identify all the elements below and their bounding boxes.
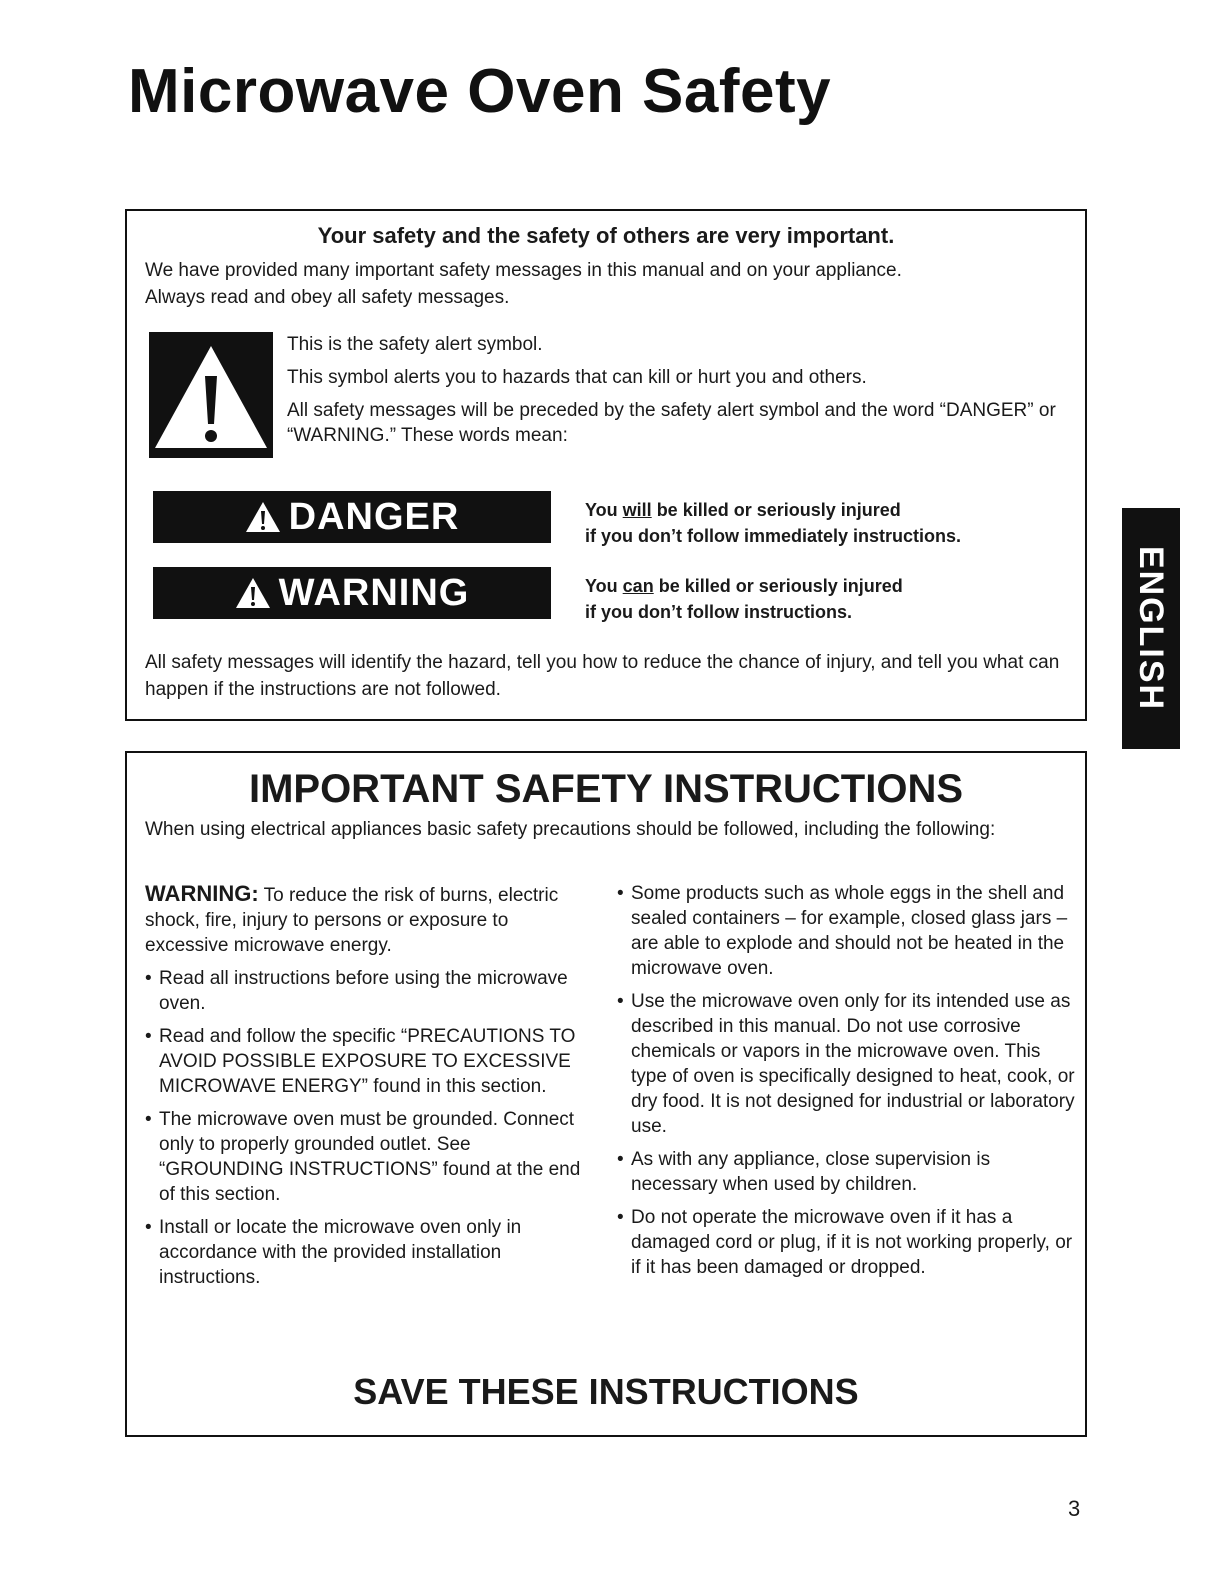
list-item: • Use the microwave oven only for its intended use as described in this manual. Do not use corrosive chemicals or vapors in the microwave oven. This type of oven is specifically designed to heat, cook, or dry food. It is not designed for industrial or laboratory use. bbox=[617, 989, 1077, 1139]
safety-intro-line-2: Always read and obey all safety messages. bbox=[145, 287, 510, 308]
danger-label: DANGER bbox=[288, 495, 460, 538]
instructions-left-column bbox=[145, 881, 595, 1298]
page-title: Microwave Oven Safety bbox=[128, 57, 832, 126]
warning-label: WARNING bbox=[278, 571, 470, 614]
warning-meaning bbox=[585, 573, 1065, 625]
safety-intro bbox=[145, 257, 1045, 311]
page-number: 3 bbox=[1068, 1496, 1081, 1521]
language-tab bbox=[1122, 508, 1180, 749]
warning-statement bbox=[145, 881, 595, 958]
warning-line-2: if you don’t follow instructions. bbox=[585, 602, 852, 622]
alert-triangle-icon bbox=[245, 501, 281, 533]
safety-intro-line-1: We have provided many important safety messages in this manual and on your appliance. bbox=[145, 260, 902, 281]
warning-word: WARNING: bbox=[145, 881, 259, 906]
alert-symbol-explanation bbox=[287, 332, 1067, 456]
instructions-intro: When using electrical appliances basic safety precautions should be followed, including the following: bbox=[145, 819, 996, 840]
danger-line-1 bbox=[585, 497, 1065, 523]
warning-text: be killed or seriously injured bbox=[653, 576, 903, 596]
alert-line: All safety messages will be preceded by the safety alert symbol and the word “DANGER” or “WARNING.” These words mean: bbox=[287, 400, 1056, 446]
alert-triangle-icon bbox=[235, 577, 271, 609]
warning-statement-text: To reduce the risk of burns, electric shock, fire, injury to persons or exposure to excessive microwave energy. bbox=[145, 885, 559, 956]
danger-banner bbox=[153, 491, 551, 543]
warning-banner bbox=[153, 567, 551, 619]
danger-text: You bbox=[585, 500, 623, 520]
alert-line: This symbol alerts you to hazards that can kill or hurt you and others. bbox=[287, 367, 867, 388]
list-item: • The microwave oven must be grounded. Connect only to properly grounded outlet. See “GROUNDING INSTRUCTIONS” found at the end of this section. bbox=[145, 1107, 595, 1207]
list-item: • As with any appliance, close supervision is necessary when used by children. bbox=[617, 1147, 1077, 1197]
danger-text: be killed or seriously injured bbox=[651, 500, 901, 520]
left-instruction-list bbox=[145, 966, 595, 1290]
safety-heading: Your safety and the safety of others are very important. bbox=[317, 223, 895, 248]
safety-footer: All safety messages will identify the hazard, tell you how to reduce the chance of injury, and tell you what can happen if the instructions are not followed. bbox=[145, 652, 1060, 700]
list-item: • Install or locate the microwave oven only in accordance with the provided installation instructions. bbox=[145, 1215, 595, 1290]
list-item: • Some products such as whole eggs in the shell and sealed containers – for example, closed glass jars – are able to explode and should not be heated in the microwave oven. bbox=[617, 881, 1077, 981]
list-item: • Do not operate the microwave oven if it has a damaged cord or plug, if it is not working properly, or if it has been damaged or dropped. bbox=[617, 1205, 1077, 1280]
right-instruction-list bbox=[617, 881, 1077, 1280]
danger-line-2: if you don’t follow immediately instructions. bbox=[585, 526, 962, 546]
instructions-heading: IMPORTANT SAFETY INSTRUCTIONS bbox=[248, 767, 964, 811]
alert-line: This is the safety alert symbol. bbox=[287, 334, 543, 355]
warning-line-1 bbox=[585, 573, 1065, 599]
language-tab-label: ENGLISH bbox=[1132, 545, 1171, 712]
list-item: • Read all instructions before using the microwave oven. bbox=[145, 966, 595, 1016]
danger-meaning bbox=[585, 497, 1065, 549]
list-item: • Read and follow the specific “PRECAUTIONS TO AVOID POSSIBLE EXPOSURE TO EXCESSIVE MICROWAVE ENERGY” found in this section. bbox=[145, 1024, 595, 1099]
warning-emphasis: can bbox=[622, 576, 654, 596]
important-instructions-box bbox=[125, 751, 1087, 1437]
warning-text: You bbox=[585, 576, 623, 596]
safety-alert-symbol-icon bbox=[149, 332, 273, 458]
save-instructions-title: SAVE THESE INSTRUCTIONS bbox=[353, 1371, 859, 1412]
danger-emphasis: will bbox=[622, 500, 652, 520]
instructions-right-column bbox=[617, 881, 1077, 1288]
safety-info-box bbox=[125, 209, 1087, 721]
